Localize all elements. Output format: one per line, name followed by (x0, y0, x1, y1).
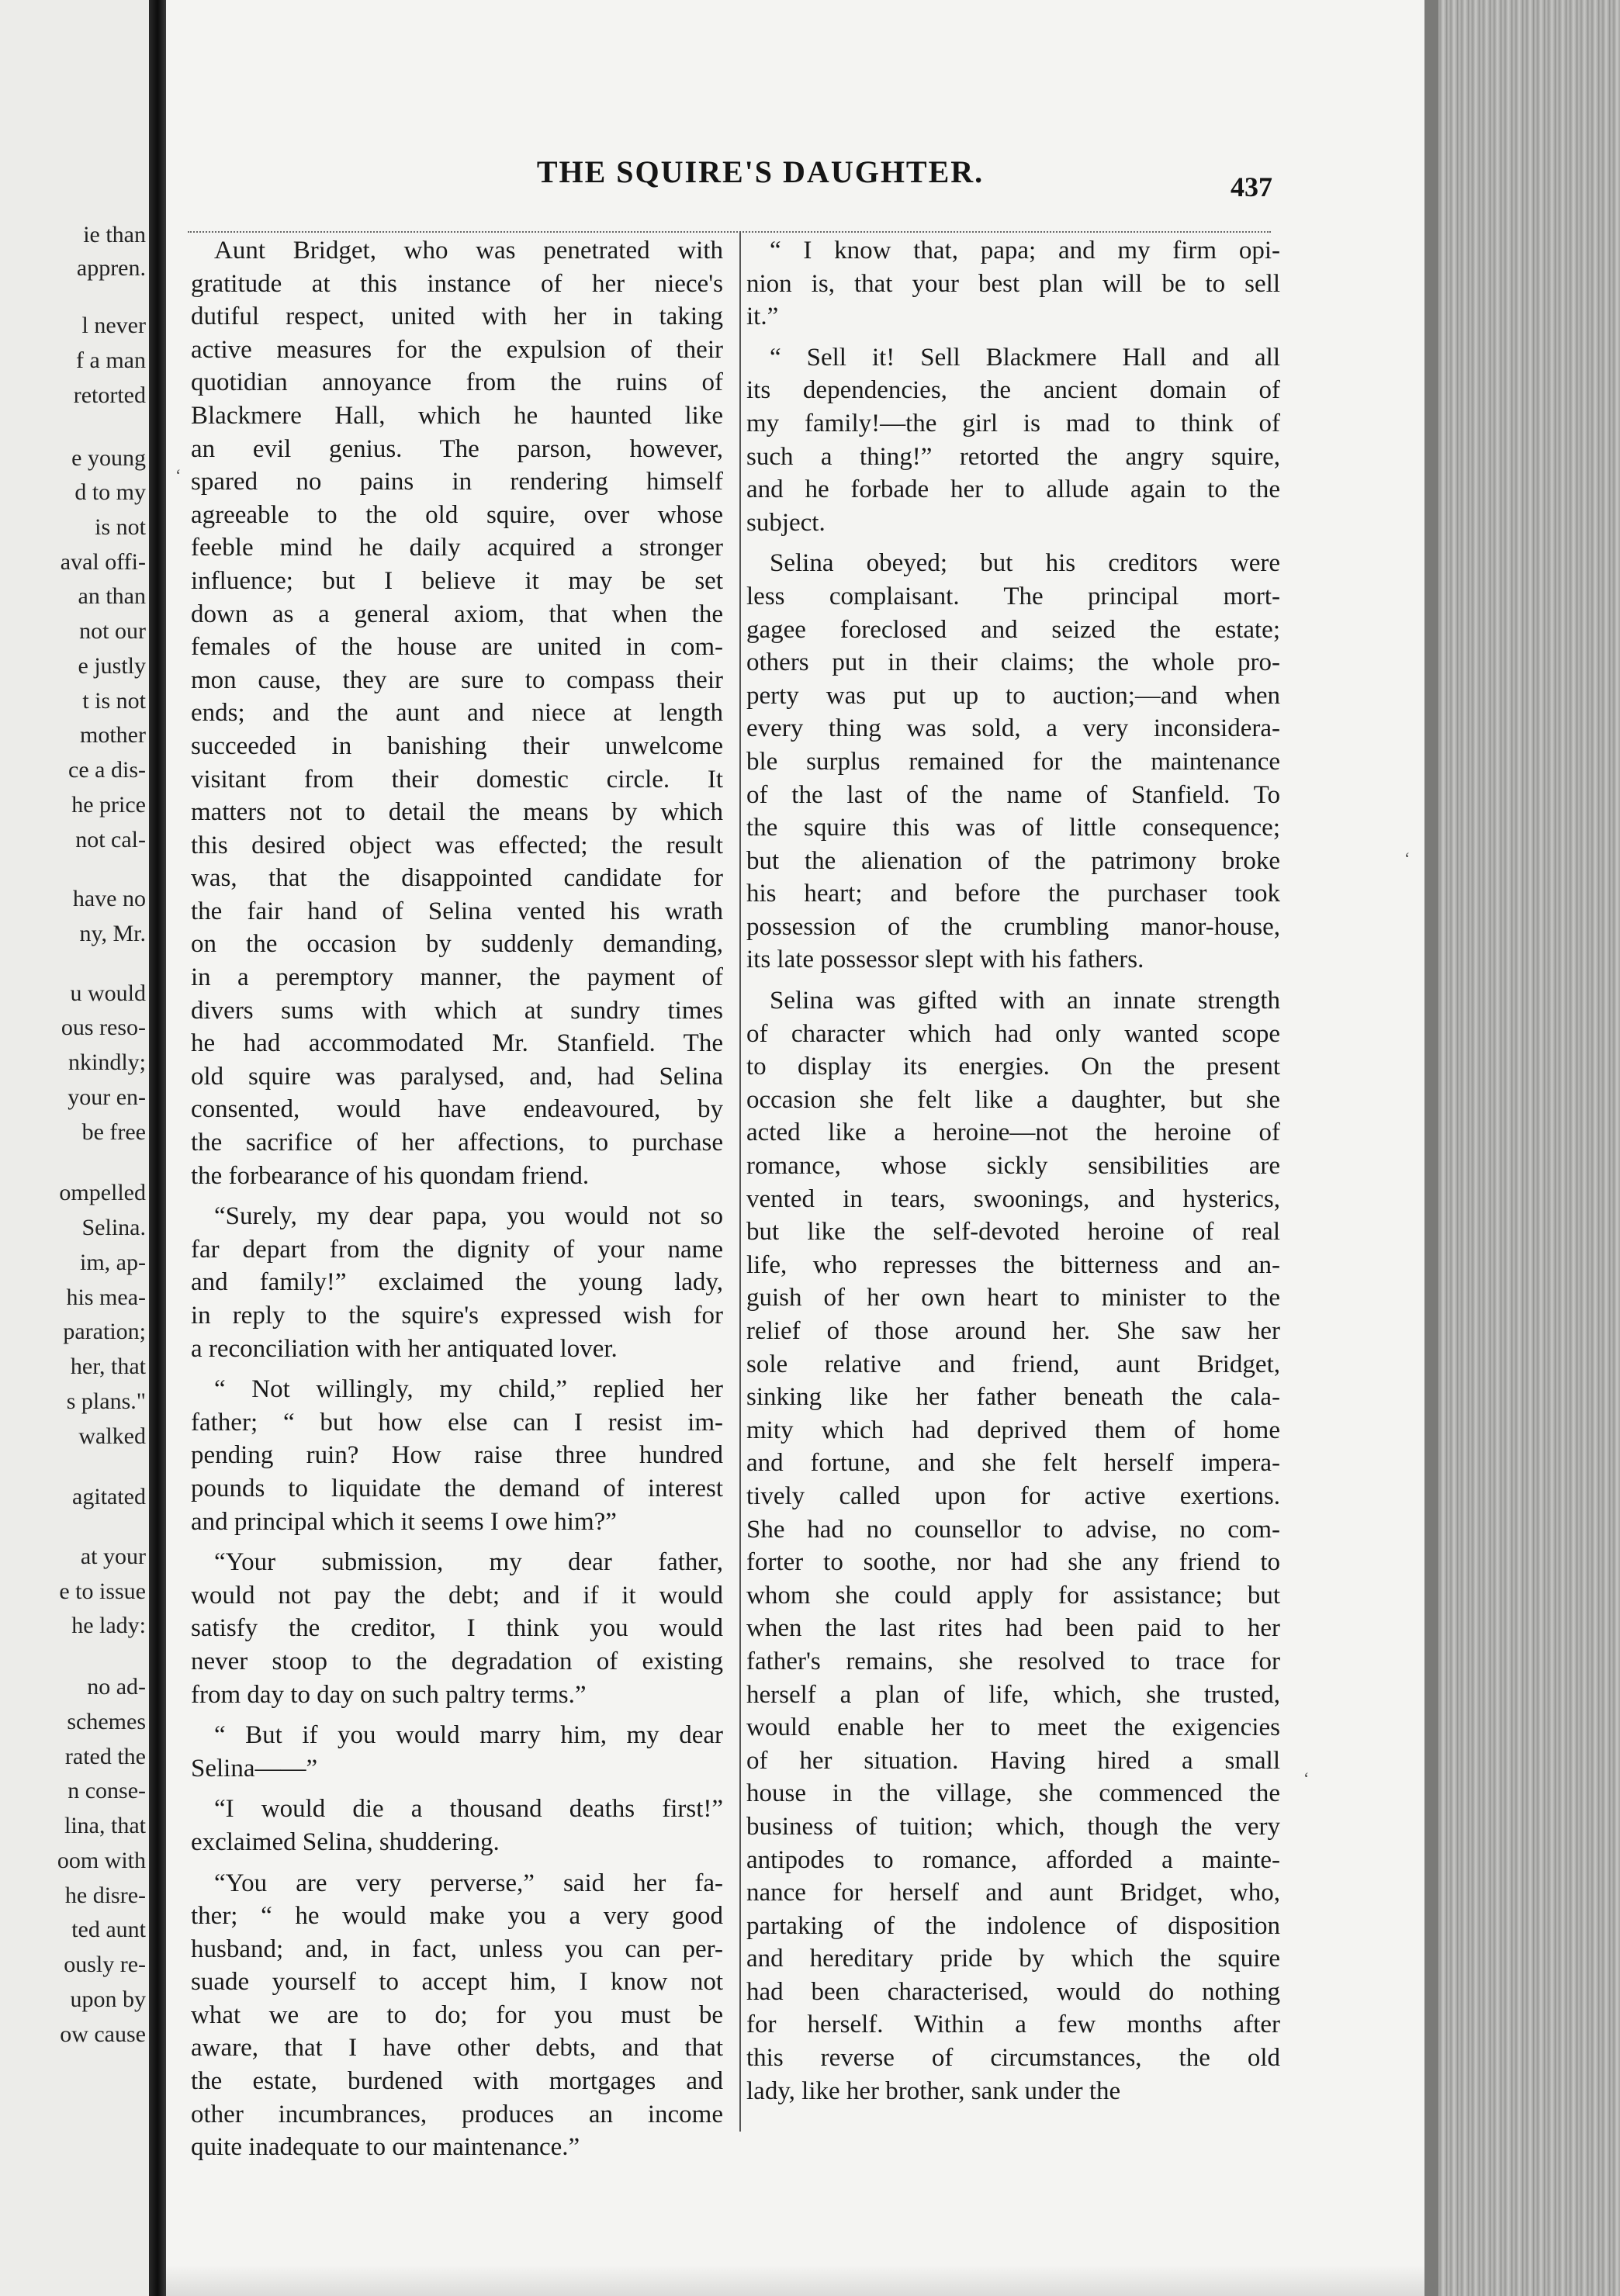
text-line: gratitude at this instance of her niece's (191, 269, 723, 298)
text-line: mity which had deprived them of home (746, 1416, 1280, 1444)
facing-page-fragment: ompelled (59, 1180, 146, 1206)
facing-page-fragment: aval offi- (60, 548, 146, 575)
paragraph-gap (746, 539, 1280, 547)
text-line: father's remains, she resolved to trace for (746, 1647, 1280, 1675)
text-line: “ Sell it! Sell Blackmere Hall and all (770, 343, 1280, 372)
text-line: but the alienation of the patrimony broke (746, 846, 1280, 875)
facing-page-fragment: he price (71, 791, 146, 818)
text-line: on the occasion by suddenly demanding, (191, 930, 723, 959)
text-line: dutiful respect, united with her in taking (191, 303, 723, 331)
text-line: acted like a heroine—not the heroine of (746, 1119, 1280, 1147)
column-divider (739, 231, 741, 2132)
text-line: of character which had only wanted scope (746, 1019, 1280, 1048)
text-line: ends; and the aunt and niece at length (191, 699, 723, 728)
running-title: THE SQUIRE'S DAUGHTER. (536, 154, 985, 189)
text-line: tively called upon for active exertions. (746, 1482, 1280, 1510)
text-line: “I would die a thousand deaths first!” (214, 1795, 723, 1824)
scan-speck: ‘ (1303, 1769, 1310, 1788)
text-line: pounds to liquidate the demand of interest (191, 1474, 723, 1502)
text-line: influence; but I believe it may be set (191, 566, 723, 595)
text-line: was, that the disappointed candidate for (191, 864, 723, 893)
text-line: perty was put up to auction;—and when (746, 681, 1280, 710)
paragraph-gap (191, 1538, 723, 1546)
facing-page-fragment: t is not (82, 687, 146, 714)
text-line: lady, like her brother, sank under the (746, 2076, 1121, 2105)
paragraph (746, 547, 1280, 977)
text-line: “Your submission, my dear father, (214, 1548, 723, 1577)
text-line: his heart; and before the purchaser took (746, 880, 1280, 908)
paragraph-gap (191, 1365, 723, 1373)
facing-page-fragment: not cal- (75, 826, 146, 852)
page-edges (1424, 0, 1620, 2296)
facing-page-fragment: e to issue (59, 1578, 146, 1604)
text-line: would not pay the debt; and if it would (191, 1581, 723, 1610)
text-line: exclaimed Selina, shuddering. (191, 1827, 500, 1856)
facing-page-fragment: ted aunt (71, 1917, 146, 1943)
text-line: mon cause, they are sure to compass their (191, 666, 723, 694)
text-line: down as a general axiom, that when the (191, 600, 723, 628)
text-line: far depart from the dignity of your name (191, 1235, 723, 1264)
text-line: vented in tears, swoonings, and hysterics, (746, 1184, 1280, 1213)
text-line: business of tuition; which, though the very (746, 1812, 1280, 1841)
text-line: husband; and, in fact, unless you can per- (191, 1935, 723, 1963)
text-line: in reply to the squire's expressed wish for (191, 1302, 723, 1330)
text-line: life, who represses the bitterness and an- (746, 1250, 1280, 1279)
text-line: every thing was sold, a very inconsidera- (746, 714, 1280, 743)
paragraph-gap (191, 1785, 723, 1793)
text-line: antipodes to romance, afforded a mainte- (746, 1845, 1280, 1874)
text-line: ther; “ he would make you a very good (191, 1902, 723, 1931)
text-line: its dependencies, the ancient domain of (746, 376, 1280, 405)
paragraph (746, 341, 1280, 540)
text-line: never stoop to the degradation of existing (191, 1647, 723, 1675)
text-line: pending ruin? How raise three hundred (191, 1441, 723, 1470)
facing-page-fragment: l never (81, 313, 146, 339)
facing-page-fragment: im, ap- (80, 1249, 146, 1275)
paragraph-gap (191, 1859, 723, 1867)
paragraph-gap (746, 977, 1280, 984)
text-line: a reconciliation with her antiquated lover. (191, 1334, 618, 1363)
text-line: this desired object was effected; the result (191, 831, 723, 859)
text-line: the sacrifice of her affections, to purchase (191, 1129, 723, 1157)
facing-page-fragment: n conse- (68, 1778, 146, 1804)
text-line: Blackmere Hall, which he haunted like (191, 401, 723, 430)
facing-page-fragment: Selina. (81, 1215, 146, 1241)
facing-page-fragment: s plans." (66, 1388, 146, 1414)
text-line: “ I know that, papa; and my firm opi- (770, 237, 1280, 265)
facing-page-fragment: his mea- (66, 1284, 146, 1310)
right-column (746, 234, 1280, 2108)
text-line: “You are very perverse,” said her fa- (214, 1869, 723, 1897)
left-column (191, 234, 723, 2164)
facing-page-fragment: he lady: (71, 1613, 146, 1639)
paragraph (746, 234, 1280, 334)
text-line: feeble mind he daily acquired a stronger (191, 534, 723, 562)
text-line: but like the self-devoted heroine of real (746, 1218, 1280, 1247)
text-line: partaking of the indolence of disposition (746, 1911, 1280, 1940)
facing-page-fragment: schemes (67, 1709, 146, 1734)
facing-page-fragment: no ad- (87, 1674, 146, 1700)
text-line: and principal which it seems I owe him?” (191, 1507, 617, 1536)
paragraph (191, 1867, 723, 2164)
text-line: had been characterised, would do nothing (746, 1977, 1280, 2006)
facing-page-fragment: d to my (74, 479, 146, 506)
text-line: less complaisant. The principal mort- (746, 582, 1280, 610)
facing-page-fragment: an than (78, 583, 146, 610)
text-line: herself a plan of life, which, she trusted, (746, 1680, 1280, 1709)
facing-page-fragment: ow cause (60, 2021, 146, 2047)
text-line: sole relative and friend, aunt Bridget, (746, 1350, 1280, 1378)
text-line: father; “ but how else can I resist im- (191, 1408, 723, 1437)
facing-page-fragment: retorted (73, 382, 146, 408)
text-line: Selina——” (191, 1754, 318, 1783)
facing-page-fragment: nkindly; (68, 1049, 146, 1076)
text-line: active measures for the expulsion of their (191, 335, 723, 364)
paragraph (191, 1546, 723, 1711)
text-line: aware, that I have other debts, and that (191, 2034, 723, 2063)
facing-page-fragment: ny, Mr. (79, 920, 146, 946)
text-line: ble surplus remained for the maintenance (746, 747, 1280, 776)
text-line: this reverse of circumstances, the old (746, 2044, 1280, 2073)
text-line: an evil genius. The parson, however, (191, 434, 723, 463)
text-line: old squire was paralysed, and, had Selina (191, 1062, 723, 1091)
text-line: house in the village, she commenced the (746, 1779, 1280, 1808)
text-line: it.” (746, 303, 779, 331)
facing-page-fragment: oom with (57, 1847, 146, 1873)
facing-page-fragment: agitated (72, 1484, 146, 1510)
text-line: Selina obeyed; but his creditors were (770, 549, 1280, 578)
facing-page-fragment: paration; (63, 1319, 146, 1345)
facing-page-fragment: he disre- (64, 1882, 146, 1908)
text-line: occasion she felt like a daughter, but she (746, 1085, 1280, 1114)
text-line: matters not to detail the means by which (191, 798, 723, 827)
text-line: She had no counsellor to advise, no com- (746, 1515, 1280, 1544)
text-line: the estate, burdened with mortgages and (191, 2067, 723, 2096)
text-line: agreeable to the old squire, over whose (191, 500, 723, 529)
scan-speck: ‘ (175, 465, 182, 485)
page-number: 437 (1231, 171, 1272, 202)
text-line: he had accommodated Mr. Stanfield. The (191, 1029, 723, 1058)
page-edge-shadow (1424, 0, 1438, 2296)
text-line: from day to day on such paltry terms.” (191, 1680, 587, 1709)
text-line: its late possessor slept with his fathers. (746, 946, 1144, 974)
facing-page-fragment: appren. (76, 254, 146, 281)
facing-page-fragment: ie than (83, 222, 146, 247)
text-line: “ Not willingly, my child,” replied her (214, 1375, 723, 1404)
facing-page-fragment: u would (70, 980, 146, 1006)
facing-page-fragment: your en- (68, 1084, 146, 1110)
paragraph-gap (746, 334, 1280, 341)
facing-page-fragment: ous reso- (61, 1015, 146, 1041)
paragraph (191, 234, 723, 1192)
text-line: and hereditary pride by which the squire (746, 1945, 1280, 1973)
text-line: and fortune, and she felt herself impera- (746, 1449, 1280, 1478)
text-line: what we are to do; for you must be (191, 2000, 723, 2029)
text-line: divers sums with which at sundry times (191, 996, 723, 1025)
paragraph (191, 1719, 723, 1785)
text-line: spared no pains in rendering himself (191, 468, 723, 496)
facing-page-fragment: lina, that (64, 1813, 146, 1839)
text-line: my family!—the girl is mad to think of (746, 409, 1280, 437)
paragraph (191, 1200, 723, 1365)
text-line: consented, would have endeavoured, by (191, 1095, 723, 1124)
paragraph (191, 1373, 723, 1538)
text-line: Selina was gifted with an innate strength (770, 987, 1280, 1015)
text-line: nance for herself and aunt Bridget, who, (746, 1879, 1280, 1907)
text-line: romance, whose sickly sensibilities are (746, 1152, 1280, 1181)
text-line: relief of those around her. She saw her (746, 1317, 1280, 1345)
facing-page-fragment: not our (79, 618, 146, 645)
facing-page-fragment: rated the (64, 1743, 146, 1769)
text-line: and he forbade her to allude again to the (746, 475, 1280, 504)
text-line: and family!” exclaimed the young lady, (191, 1268, 723, 1297)
facing-page-fragment: ce a dis- (68, 757, 146, 783)
facing-page-fragment: be free (81, 1119, 146, 1145)
text-line: sinking like her father beneath the cala- (746, 1383, 1280, 1412)
text-line: quotidian annoyance from the ruins of (191, 368, 723, 397)
text-line: others put in their claims; the whole pro- (746, 648, 1280, 677)
text-line: of the last of the name of Stanfield. To (746, 780, 1280, 809)
text-line: quite inadequate to our maintenance.” (191, 2133, 580, 2162)
text-line: “Surely, my dear papa, you would not so (214, 1202, 723, 1231)
facing-page-fragment: her, that (70, 1354, 146, 1380)
text-line: in a peremptory manner, the payment of (191, 963, 723, 992)
text-line: gagee foreclosed and seized the estate; (746, 615, 1280, 644)
text-line: subject. (746, 508, 826, 537)
facing-page-fragment: ously re- (64, 1952, 146, 1978)
paragraph (191, 1793, 723, 1859)
text-line: the squire this was of little consequence; (746, 814, 1280, 842)
text-line: would enable her to meet the exigencies (746, 1713, 1280, 1742)
page-bottom-shadow (166, 2265, 1424, 2296)
facing-page-fragment: e young (71, 444, 146, 471)
facing-page-fragment: upon by (70, 1986, 146, 2012)
text-line: guish of her own heart to minister to the (746, 1284, 1280, 1312)
text-line: satisfy the creditor, I think you would (191, 1614, 723, 1643)
text-line: forter to soothe, nor had she any friend to (746, 1548, 1280, 1577)
text-line: the fair hand of Selina vented his wrath (191, 897, 723, 925)
facing-page-fragment: f a man (76, 347, 146, 373)
facing-page-fragment: have no (72, 886, 146, 912)
text-line: of her situation. Having hired a small (746, 1746, 1280, 1775)
text-line: whom she could apply for assistance; but (746, 1581, 1280, 1610)
text-line: nion is, that your best plan will be to sell (746, 269, 1280, 298)
text-line: suade yourself to accept him, I know not (191, 1968, 723, 1997)
facing-page-fragment: is not (95, 514, 146, 540)
facing-page-fragment: walked (78, 1423, 146, 1449)
facing-page-fragment: at your (80, 1544, 146, 1569)
text-line: visitant from their domestic circle. It (191, 765, 723, 794)
header-rule (188, 231, 1271, 233)
text-line: succeeded in banishing their unwelcome (191, 731, 723, 760)
paragraph-gap (191, 1192, 723, 1200)
text-line: the forbearance of his quondam friend. (191, 1161, 590, 1190)
text-line: females of the house are united in com- (191, 633, 723, 662)
text-line: Aunt Bridget, who was penetrated with (214, 237, 723, 265)
text-line: other incumbrances, produces an income (191, 2100, 723, 2128)
text-line: “ But if you would marry him, my dear (214, 1721, 723, 1750)
text-line: to display its energies. On the present (746, 1053, 1280, 1081)
text-line: such a thing!” retorted the angry squire, (746, 442, 1280, 471)
facing-page-fragment: mother (80, 722, 146, 749)
text-line: for herself. Within a few months after (746, 2011, 1280, 2039)
text-line: when the last rites had been paid to her (746, 1614, 1280, 1643)
text-line: possession of the crumbling manor-house, (746, 912, 1280, 941)
book-gutter (149, 0, 166, 2296)
scan-speck: ‘ (1404, 849, 1411, 868)
paragraph (746, 984, 1280, 2108)
facing-page-fragment: e justly (78, 652, 146, 679)
paragraph-gap (191, 1711, 723, 1719)
